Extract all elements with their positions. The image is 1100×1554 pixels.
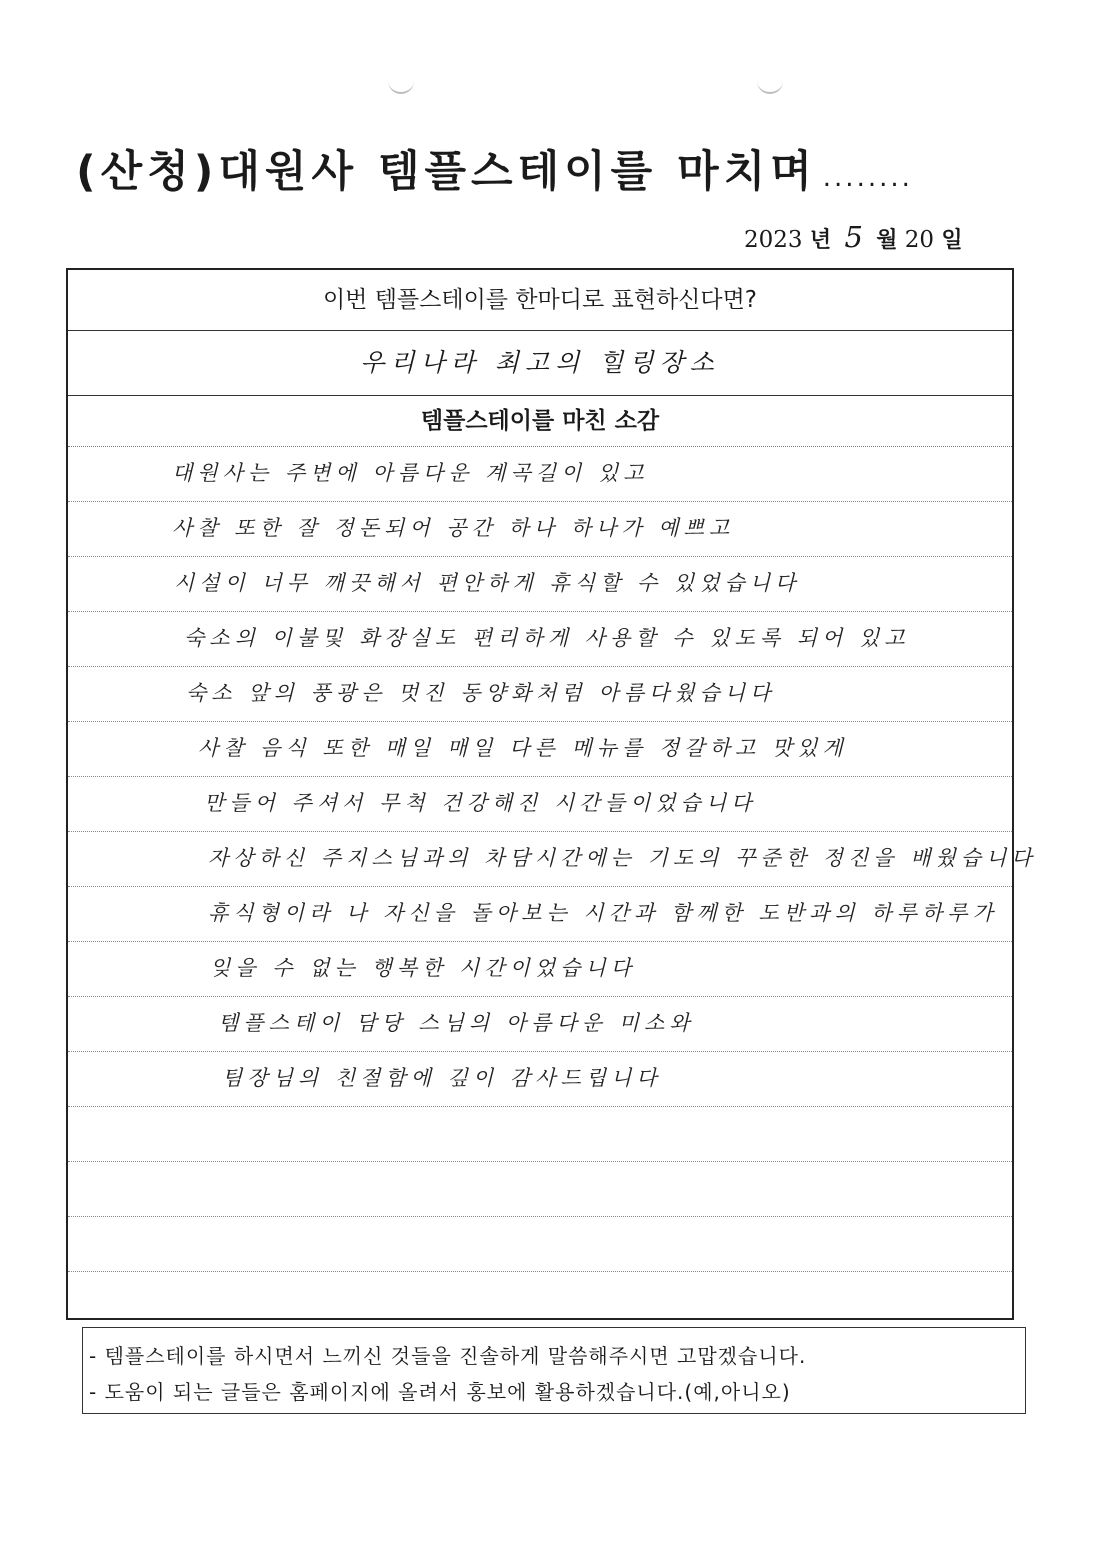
impression-line	[68, 777, 1012, 832]
impression-line	[68, 997, 1012, 1052]
impression-line	[68, 667, 1012, 722]
question-one-answer: 우리나라 최고의 힐링장소	[68, 331, 1012, 396]
impressions-lines	[68, 447, 1037, 1326]
date-line	[744, 220, 963, 254]
binder-hole-right	[757, 78, 783, 94]
impression-line	[68, 722, 1012, 777]
impression-line	[68, 557, 1012, 612]
impression-text: 시설이 너무 깨끗해서 편안하게 휴식할 수 있었습니다	[174, 571, 801, 595]
impression-line	[68, 1217, 1012, 1272]
date-year: 2023	[744, 227, 803, 253]
impression-text: 자상하신 주지스님과의 차담시간에는 기도의 꾸준한 정진을 배웠습니다	[208, 846, 1037, 870]
impression-line	[68, 1272, 1012, 1326]
title-dots: ........	[822, 163, 913, 193]
impression-line	[68, 612, 1012, 667]
impression-line	[68, 942, 1012, 997]
date-month-unit: 월	[876, 228, 898, 253]
footer-notes	[82, 1327, 1026, 1414]
date-day: 20	[904, 227, 935, 253]
title-text: (산청)대원사 템플스테이를 마치며	[76, 147, 817, 197]
impression-line	[68, 1162, 1012, 1217]
binder-hole-left	[388, 78, 414, 94]
impression-text: 대원사는 주변에 아름다운 계곡길이 있고	[172, 461, 649, 485]
impression-line	[68, 502, 1012, 557]
impression-line	[68, 447, 1012, 502]
impression-line	[68, 1052, 1012, 1107]
impression-line	[68, 832, 1037, 887]
document-title	[76, 138, 1026, 199]
impression-line	[68, 887, 1012, 942]
survey-form	[66, 268, 1037, 1320]
impression-text: 숙소 앞의 풍광은 멋진 동양화처럼 아름다웠습니다	[186, 681, 776, 705]
impression-text: 휴식형이라 나 자신을 돌아보는 시간과 함께한 도반과의 하루하루가	[208, 901, 998, 925]
footer-note-2: - 도움이 되는 글들은 홈페이지에 올려서 홍보에 활용하겠습니다.(예,아니오)	[89, 1380, 791, 1404]
impression-text: 팀장님의 친절함에 깊이 감사드립니다	[222, 1066, 662, 1090]
date-day-unit: 일	[941, 228, 963, 253]
impressions-label: 템플스테이를 마친 소감	[68, 396, 1012, 447]
impression-text: 사찰 또한 잘 정돈되어 공간 하나 하나가 예쁘고	[172, 516, 735, 540]
question-one-label: 이번 템플스테이를 한마디로 표현하신다면?	[68, 270, 1012, 331]
footer-note-1: - 템플스테이를 하시면서 느끼신 것들을 진솔하게 말씀해주시면 고맙겠습니다.	[89, 1344, 807, 1368]
impression-text: 템플스테이 담당 스님의 아름다운 미소와	[218, 1011, 695, 1035]
impression-text: 사찰 음식 또한 매일 매일 다른 메뉴를 정갈하고 맛있게	[198, 736, 848, 760]
date-year-unit: 년	[809, 228, 832, 253]
impression-text: 잊을 수 없는 행복한 시간이었습니다	[210, 956, 636, 980]
impression-text: 숙소의 이불및 화장실도 편리하게 사용할 수 있도록 되어 있고	[184, 626, 910, 650]
impression-text: 만들어 주셔서 무척 건강해진 시간들이었습니다	[204, 791, 757, 815]
date-month: 5	[844, 220, 863, 254]
impression-line	[68, 1107, 1012, 1162]
